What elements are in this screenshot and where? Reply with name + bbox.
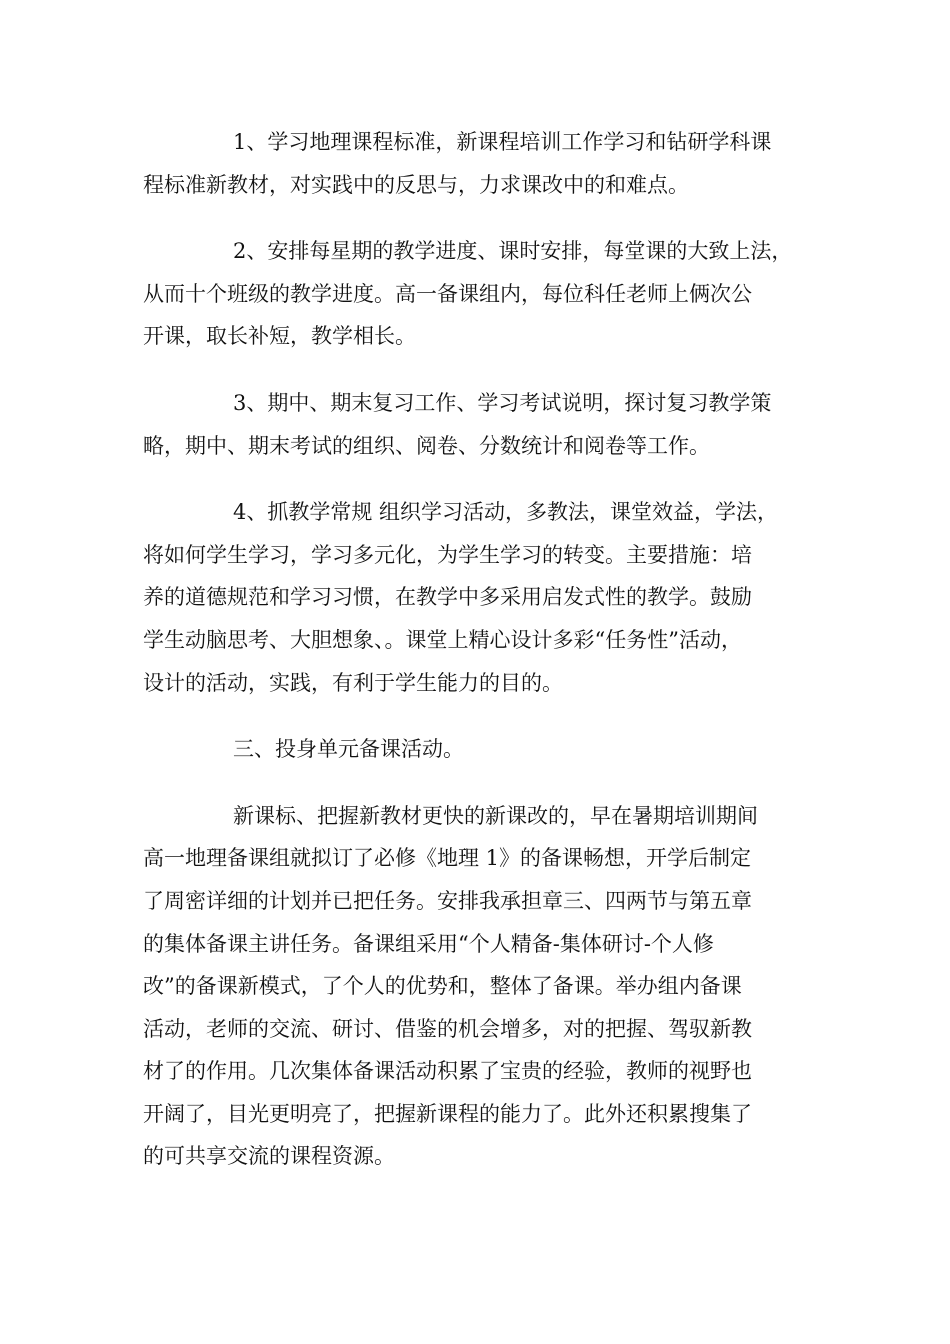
paragraph-line: 将如何学生学习，学习多元化，为学生学习的转变。主要措施：培 xyxy=(143,542,752,567)
paragraph-line: 开阔了，目光更明亮了，把握新课程的能力了。此外还积累搜集了 xyxy=(143,1101,752,1126)
paragraph-teaching-routine xyxy=(143,491,811,704)
paragraph-line: 养的道德规范和学习习惯，在教学中多采用启发式性的教学。鼓励 xyxy=(143,585,752,610)
paragraph-line: 材了的作用。几次集体备课活动积累了宝贵的经验，教师的视野也 xyxy=(143,1059,752,1084)
paragraph-line: 高一地理备课组就拟订了必修《地理 1》的备课畅想，开学后制定 xyxy=(143,846,752,871)
paragraph-line: 程标准新教材，对实践中的反思与，力求课改中的和难点。 xyxy=(143,172,689,197)
paragraph-exam-review xyxy=(143,382,811,467)
paragraph-line: 的集体备课主讲任务。备课组采用“个人精备-集体研讨-个人修 xyxy=(143,931,714,956)
paragraph-unit-preparation xyxy=(143,795,811,1178)
section-heading xyxy=(143,728,811,771)
paragraph-line: 2、安排每星期的教学进度、课时安排，每堂课的大致上法， xyxy=(233,239,793,264)
paragraph-line: 新课标、把握新教材更快的新课改的，早在暑期培训期间 xyxy=(233,803,758,828)
paragraph-line: 活动，老师的交流、研讨、借鉴的机会增多，对的把握、驾驭新教 xyxy=(143,1016,752,1041)
paragraph-line: 设计的活动，实践，有利于学生能力的目的。 xyxy=(143,670,563,695)
paragraph-line: 学生动脑思考、大胆想象、。课堂上精心设计多彩“任务性”活动， xyxy=(143,627,742,652)
paragraph-line: 4、抓教学常规 组织学习活动，多教法，课堂效益，学法， xyxy=(233,500,779,525)
paragraph-line: 的可共享交流的课程资源。 xyxy=(143,1144,395,1169)
paragraph-line: 略，期中、期末考试的组织、阅卷、分数统计和阅卷等工作。 xyxy=(143,433,710,458)
paragraph-line: 3、期中、期末复习工作、学习考试说明，探讨复习教学策 xyxy=(233,390,772,415)
section-heading-text: 三、投身单元备课活动。 xyxy=(233,737,464,762)
document-body xyxy=(143,121,811,1202)
paragraph-line: 改”的备课新模式，了个人的优势和，整体了备课。举办组内备课 xyxy=(143,974,742,999)
paragraph-teaching-schedule xyxy=(143,230,811,358)
paragraph-line: 了周密详细的计划并已把任务。安排我承担章三、四两节与第五章 xyxy=(143,888,752,913)
paragraph-line: 从而十个班级的教学进度。高一备课组内，每位科任老师上俩次公 xyxy=(143,281,752,306)
paragraph-line: 开课，取长补短，教学相长。 xyxy=(143,324,416,349)
paragraph-study-standards xyxy=(143,121,811,206)
paragraph-line: 1、学习地理课程标准，新课程培训工作学习和钻研学科课 xyxy=(233,130,772,154)
